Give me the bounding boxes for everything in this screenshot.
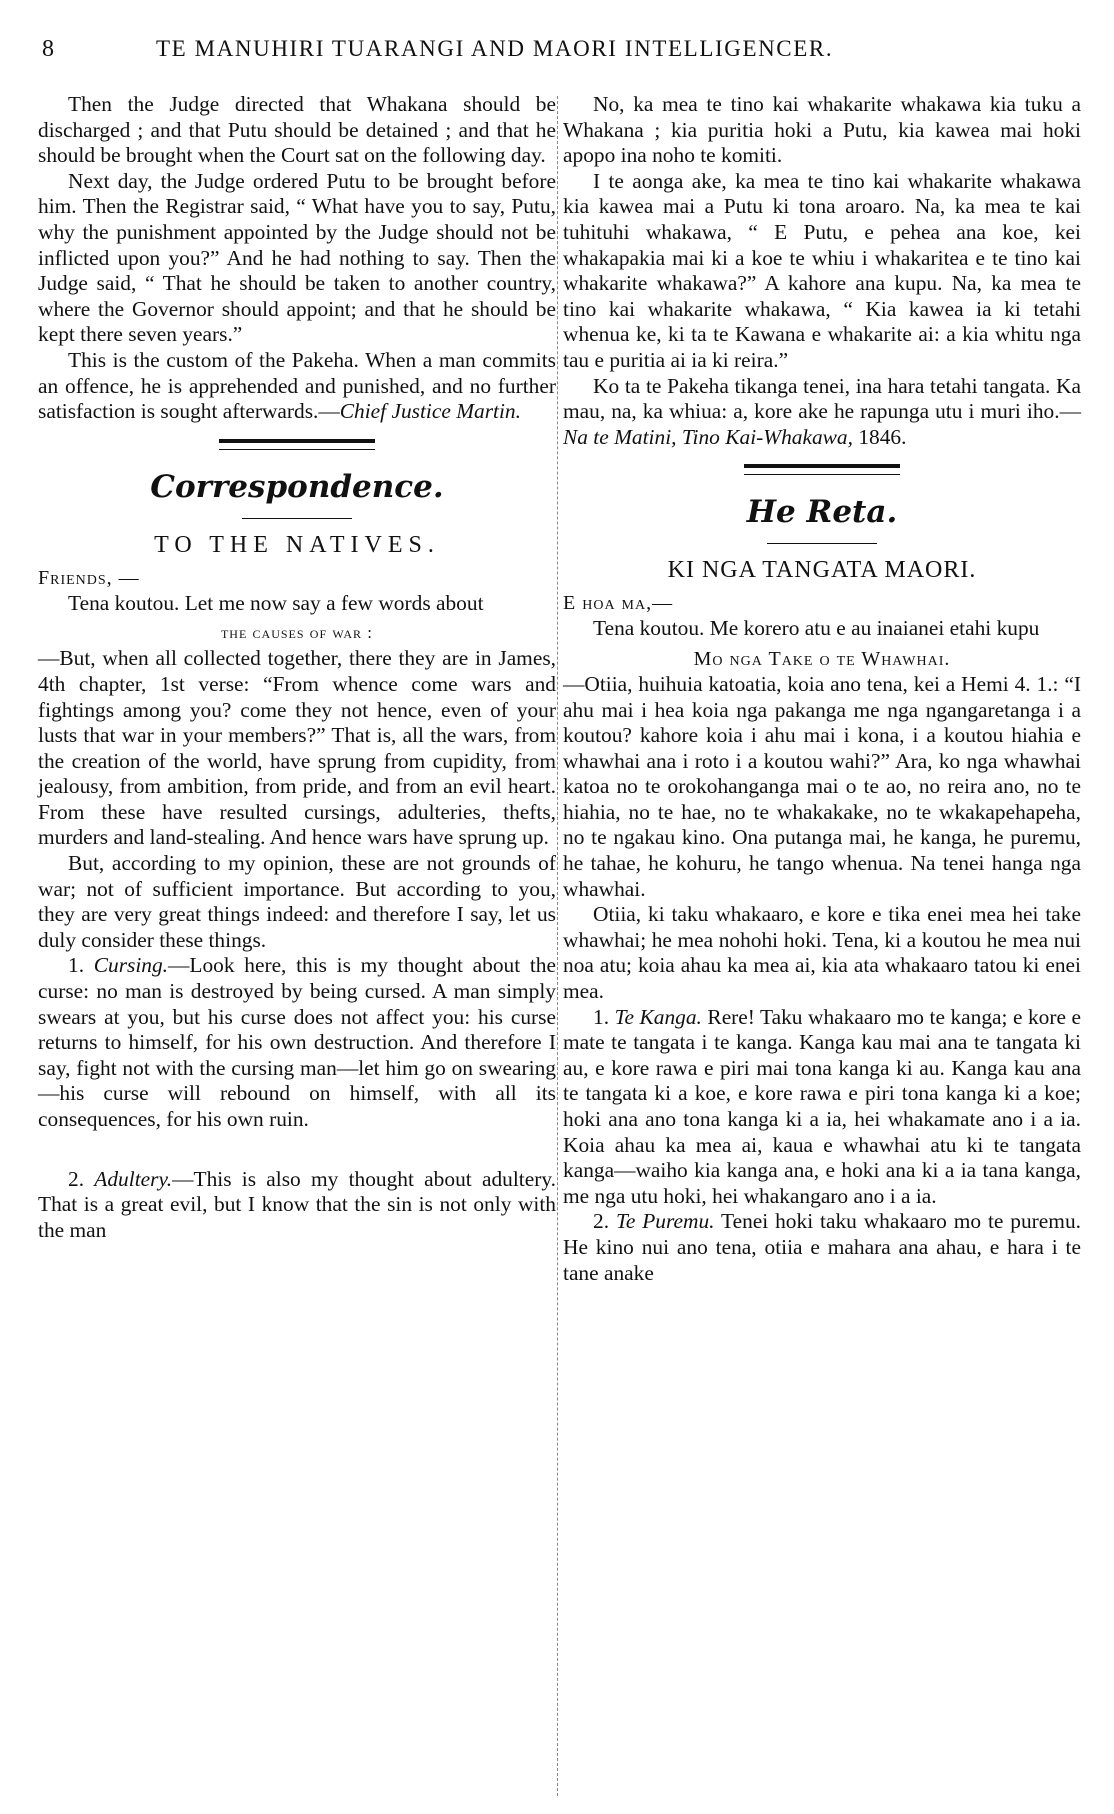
item-number: 2. xyxy=(68,1166,85,1191)
running-title: TE MANUHIRI TUARANGI AND MAORI INTELLIGENCER. xyxy=(156,36,834,61)
paragraph: But, according to my opinion, these are not grounds of war; not of sufficient importance. But according to you, they are very great things indeed: and therefore I say, let us duly consider these things. xyxy=(38,851,556,952)
item-label: Te Kanga. xyxy=(614,1004,702,1029)
double-rule xyxy=(219,439,375,450)
paragraph: —Otiia, huihuia katoatia, koia ano tena, kei a Hemi 4. 1.: “I ahu mai i hea koia nga pakanga me nga ngangaretanga i a koutou? kahore koia i ahu mai i kona, i a koutou hiahia e whawhai ana i roto i a koutou wahi?” Ara, ko nga whawhai katoa no te orokohanganga mai o te ao, no reira ano, no te hiahia, no te hae, no te whakakake, no te wkakapehapeha, no te ngakau kino. Ona putanga mai, he kanga, he puremu, he tahae, he kohuru, he tango whenua. Na tenei hanga nga whawhai. xyxy=(563,671,1081,901)
paragraph xyxy=(38,348,556,425)
signature: Na te Matini, Tino Kai-Whakawa, xyxy=(563,424,853,449)
item-text: —Look here, this is my thought about the curse: no man is destroyed by being cursed. A man simply swears at you, but his curse does not affect you: his curse returns to himself, for his own destruction. And therefore I say, fight not with the cursing man—let him go on swearing—his curse will rebound on himself, with all its consequences, for his own ruin. xyxy=(38,953,556,1131)
maori-column xyxy=(563,92,1081,1286)
address-heading: TO THE NATIVES. xyxy=(154,531,440,558)
paragraph: Tena koutou. Let me now say a few words about xyxy=(68,590,484,615)
paragraph: Next day, the Judge ordered Putu to be brought before him. Then the Registrar said, “ What have you to say, Putu, why the punishment appointed by the Judge should not be inflicted upon you?” And he had nothing to say. Then the Judge said, “ That he should be taken to another country, where the Governor should appoint; and that he should be kept there seven years.” xyxy=(38,168,556,347)
paragraph xyxy=(563,1005,1081,1210)
double-rule xyxy=(744,464,900,475)
signature-year: 1846. xyxy=(858,424,907,449)
paragraph: Otiia, ki taku whakaaro, e kore e tika enei mea hei take whawhai; he mea nohohi hoki. Tena, ki a koutou he mea nui noa atu; koia ahau ka mea ai, kia ata whakaaro tatou ki enei mea. xyxy=(563,902,1081,1004)
paragraph: —But, when all collected together, there they are in James, 4th chapter, 1st verse: “From whence come wars and fightings among you? come they not hence, even of your lusts that war in your members?” That is, all the wars, from the creation of the world, have sprung from cupidity, from jealousy, from ambition, from pride, and from an evil heart. From these have resulted cursings, adulteries, thefts, murders and land-stealing. And hence wars have sprung up. xyxy=(38,646,556,850)
paragraph xyxy=(563,1209,1081,1286)
section-heading: He Reta. xyxy=(746,494,898,531)
item-text: Tenei hoki taku whakaaro mo te puremu. He kino nui ano tena, otiia e mahara ana ahau, e hara i te tane anake xyxy=(563,1209,1081,1285)
paragraph: No, ka mea te tino kai whakarite whakawa kia tuku a Whakana ; kia puritia hoki a Putu, kia kawea mai hoki apopo ina noho te komiti. xyxy=(563,92,1081,168)
subheading: the causes of war : xyxy=(220,623,374,643)
page-number: 8 xyxy=(42,36,54,62)
paragraph xyxy=(38,953,556,1132)
subheading: Mo nga Take o te Whawhai. xyxy=(693,647,951,670)
item-text: Rere! Taku whakaaro mo te kanga; e kore e mate te tangata i te kanga. Kanga kau mai ana te tangata ki au, e kore rawa e piri mai tona kanga ki au. Kanga kau ana te tangata ki a koe, e kore rawa e piri tona kanga ki a koe; hoki ana ano tona kanga ki a ia, hei whakamate ano i a ia. Koia ahau ka mea ai, kaua e whawhai atu ki te tangata kanga—waiho kia kanga ana, e hoki ana ki a ia tana kanga, me nga utu hoki, hei whakangaro ano i a ia. xyxy=(563,1004,1081,1208)
paragraph-text: Ko ta te Pakeha tikanga tenei, ina hara tetahi tangata. Ka mau, na, ka whiua: a, kore ake he rapunga utu i muri iho.— xyxy=(563,373,1081,424)
paragraph xyxy=(563,374,1081,451)
section-heading: Correspondence. xyxy=(150,468,444,505)
signature: Chief Justice Martin. xyxy=(339,399,521,424)
column-divider xyxy=(557,96,558,1796)
item-label: Adultery. xyxy=(94,1166,173,1191)
paragraph: I te aonga ake, ka mea te tino kai whakarite whakawa kia kawea mai a Putu ki tona aroaro. Na, ka mea te kai tuhituhi whakawa, “ E Putu, e pehea ana koe, kei whakapakia mai ki a koe te whiu i whakaritea e te tino kai whakarite whakawa?” A kahore ana kupu. Na, ka mea te tino kai whakarite whakawa, “ Kia kawea ia ki tetahi whenua ke, ki ta te Kawana e whakarite ai: a kia whitu nga tau e puritia ai ia ki reira.” xyxy=(563,168,1081,372)
paragraph-text: This is the custom of the Pakeha. When a man commits an offence, he is apprehended and punished, and no further satisfaction is sought afterwards.— xyxy=(38,347,556,424)
item-number: 2. xyxy=(593,1209,610,1234)
item-label: Te Puremu. xyxy=(615,1209,715,1234)
item-number: 1. xyxy=(593,1004,610,1029)
item-text: —This is also my thought about adultery. That is a great evil, but I know that the sin is not only with the man xyxy=(38,1166,556,1242)
salutation: E hoa ma,— xyxy=(563,592,674,615)
paragraph: Then the Judge directed that Whakana should be discharged ; and that Putu should be detained ; and that he should be brought when the Court sat on the following day. xyxy=(38,92,556,168)
salutation: Friends, — xyxy=(38,566,140,589)
item-number: 1. xyxy=(68,953,85,978)
page-header xyxy=(38,36,1078,66)
short-rule xyxy=(242,518,352,519)
paragraph: Tena koutou. Me korero atu e au inaianei etahi kupu xyxy=(593,616,1040,641)
short-rule xyxy=(767,543,877,544)
address-heading: KI NGA TANGATA MAORI. xyxy=(667,557,977,584)
item-label: Cursing. xyxy=(93,953,169,978)
english-column xyxy=(38,92,556,1243)
paragraph xyxy=(38,1167,556,1244)
